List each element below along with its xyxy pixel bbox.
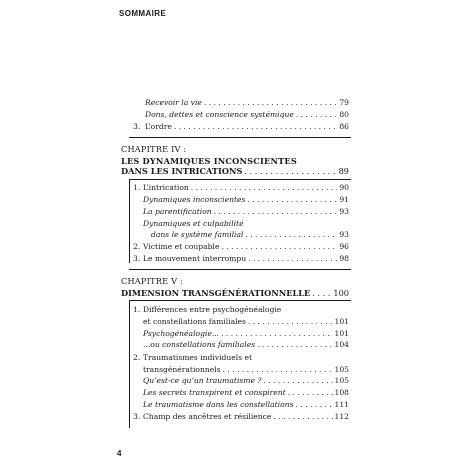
page-number: 4 bbox=[117, 449, 122, 458]
toc-entry: 1. Différences entre psychogénéalogie bbox=[133, 305, 282, 314]
leader-dots bbox=[174, 122, 338, 131]
chapter-title-entry: DANS LES INTRICATIONS . . . 89 bbox=[121, 166, 349, 176]
leader-dots bbox=[221, 242, 337, 251]
leader-dots bbox=[223, 365, 333, 374]
divider bbox=[129, 137, 351, 138]
chapter-title: LES DYNAMIQUES INCONSCIENTES bbox=[121, 156, 297, 166]
section-header: SOMMAIRE bbox=[119, 9, 167, 18]
leader-dots bbox=[245, 230, 337, 239]
divider bbox=[129, 179, 351, 180]
toc-entry: et constellations familiales . . . 101 bbox=[143, 317, 349, 327]
leader-dots bbox=[214, 207, 338, 216]
toc-entry: Recevoir la vie . . . 79 bbox=[133, 98, 349, 108]
leader-dots bbox=[257, 340, 332, 349]
leader-dots bbox=[312, 288, 331, 298]
leader-dots bbox=[273, 412, 332, 421]
chapter-label: CHAPITRE V : bbox=[121, 276, 183, 286]
divider bbox=[129, 269, 351, 270]
toc-entry: Dynamiques inconscientes . . . 91 bbox=[143, 195, 349, 205]
toc-entry: 2. Victime et coupable . . . 96 bbox=[133, 242, 349, 252]
toc-entry: 3. L’ordre . . . 86 bbox=[133, 122, 349, 132]
toc-entry: Dynamiques et culpabilité bbox=[143, 219, 244, 228]
leader-dots bbox=[296, 110, 337, 119]
toc-entry: dans le système familial . . . 93 bbox=[151, 230, 349, 240]
leader-dots bbox=[263, 376, 332, 385]
vertical-rule bbox=[129, 179, 130, 263]
toc-entry: La parentification . . . 93 bbox=[143, 207, 349, 217]
leader-dots bbox=[288, 388, 333, 397]
divider bbox=[129, 300, 351, 301]
toc-entry: Les secrets transpirent et conspirent . . . 108 bbox=[143, 388, 349, 398]
leader-dots bbox=[244, 166, 336, 176]
leader-dots bbox=[295, 400, 332, 409]
toc-entry: Psychogénéalogie... . . . 101 bbox=[143, 329, 349, 339]
toc-entry: 3. Champ des ancêtres et résilience . . . 112 bbox=[133, 412, 349, 422]
toc-entry: ...ou constellations familiales . . . 104 bbox=[143, 340, 349, 350]
vertical-rule bbox=[129, 300, 130, 428]
toc-entry: transgénérationnels . . . 105 bbox=[143, 365, 349, 375]
toc-entry: 3. Le mouvement interrompu . . . 98 bbox=[133, 254, 349, 264]
leader-dots bbox=[248, 317, 333, 326]
chapter-title-entry: DIMENSION TRANSGÉNÉRATIONNELLE . . . 100 bbox=[121, 288, 349, 298]
leader-dots bbox=[248, 254, 337, 263]
leader-dots bbox=[247, 195, 337, 204]
leader-dots bbox=[191, 183, 338, 192]
toc-entry: 1. L’intrication . . . 90 bbox=[133, 183, 349, 193]
toc-entry: 2. Traumatismes individuels et bbox=[133, 353, 253, 362]
leader-dots bbox=[221, 329, 332, 338]
leader-dots bbox=[204, 98, 337, 107]
toc-entry: Qu’est-ce qu’un traumatisme ? . . . 105 bbox=[143, 376, 349, 386]
chapter-label: CHAPITRE IV : bbox=[121, 144, 187, 154]
toc-entry: Dons, dettes et conscience systémique . . . 80 bbox=[133, 110, 349, 120]
toc-entry: Le traumatisme dans les constellations . . . 111 bbox=[143, 400, 349, 410]
